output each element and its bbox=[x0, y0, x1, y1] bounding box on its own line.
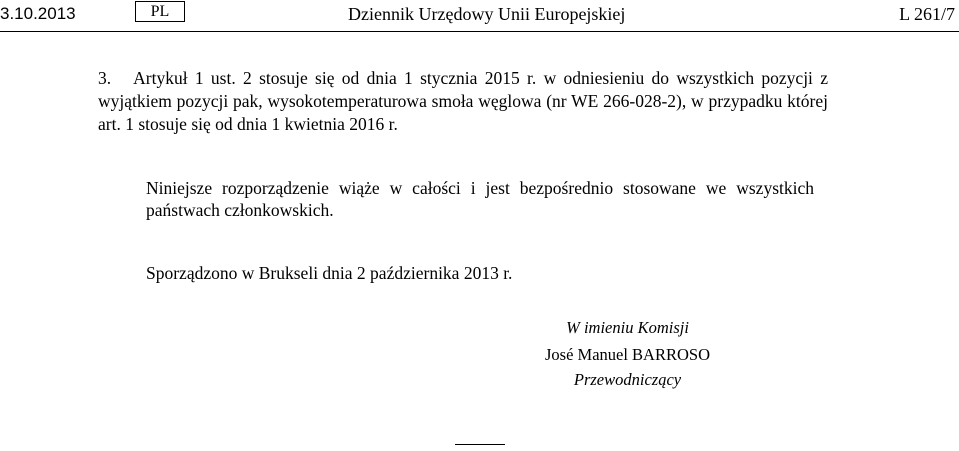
page-header bbox=[0, 0, 959, 32]
journal-title: Dziennik Urzędowy Unii Europejskiej bbox=[348, 4, 626, 24]
end-divider bbox=[455, 444, 505, 445]
page-reference: L 261/7 bbox=[899, 4, 955, 24]
signature-on-behalf: W imieniu Komisji bbox=[566, 318, 689, 337]
done-at-statement: Sporządzono w Brukseli dnia 2 października 2013 r. bbox=[146, 263, 513, 283]
publication-date: 3.10.2013 bbox=[0, 4, 76, 23]
article-paragraph bbox=[98, 67, 828, 136]
signatory-role: Przewodniczący bbox=[573, 370, 682, 389]
paragraph-number: 3. bbox=[98, 68, 112, 88]
language-badge: PL bbox=[135, 1, 185, 22]
signatory-name: José Manuel BARROSO bbox=[544, 345, 710, 364]
binding-clause: Niniejsze rozporządzenie wiąże w całości i jest bezpośrednio stosowane we wszystkich państwach członkowskich. bbox=[146, 178, 814, 220]
header-divider bbox=[0, 31, 959, 32]
paragraph-text: Artykuł 1 ust. 2 stosuje się od dnia 1 stycznia 2015 r. w odniesieniu do wszystkich pozycji z wyjątkiem pozycji pak, wysokotemperaturowa smoła węglowa (nr WE 266-028-2), w przypadku której art. 1 stosuje się od dnia 1 kwietnia 2016 r. bbox=[98, 68, 828, 134]
